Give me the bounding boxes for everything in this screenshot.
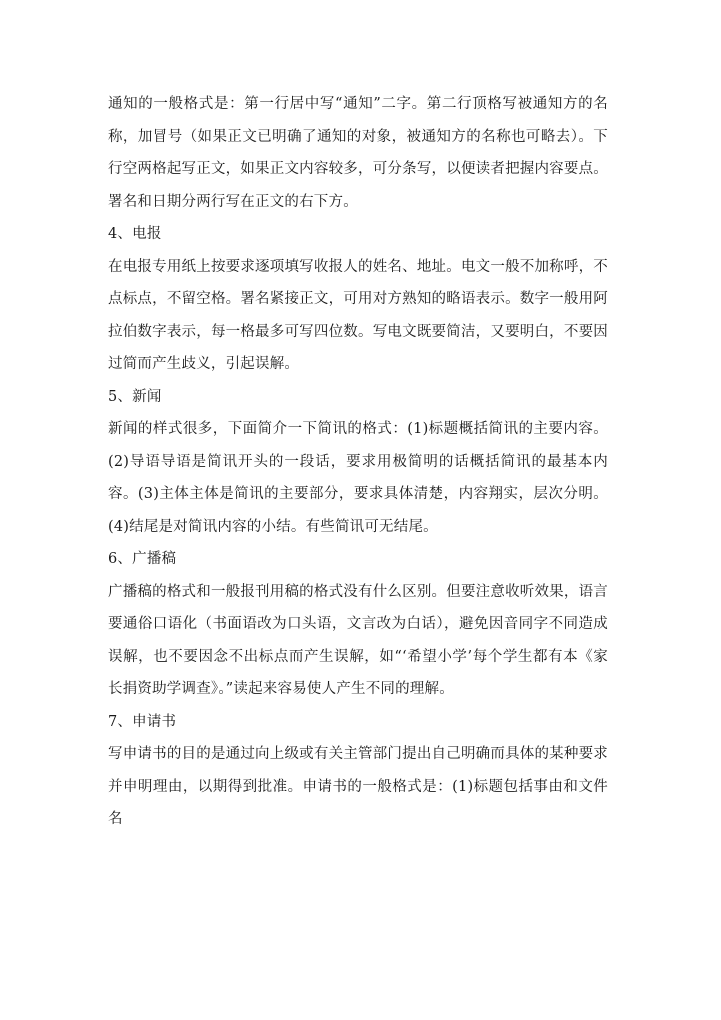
broadcast-paragraph: 广播稿的格式和一般报刊用稿的格式没有什么区别。但要注意收听效果，语言要通俗口语化（书面语改为口头语，文言改为白话），避免因音同字不同造成误解，也不要因念不出标点而产生误解，如“‘希望小学’每个学生都有本《家长捐资助学调查》。”读起来容易使人产生不同的理解。 [108, 583, 608, 697]
section-heading-broadcast: 6、广播稿 [108, 551, 177, 567]
application-paragraph: 写申请书的目的是通过向上级或有关主管部门提出自己明确而具体的某种要求并申明理由，以期得到批准。申请书的一般格式是：(1)标题包括事由和文件名 [108, 746, 608, 827]
document-page [108, 88, 608, 836]
telegram-paragraph: 在电报专用纸上按要求逐项填写收报人的姓名、地址。电文一般不加称呼，不点标点，不留空格。署名紧接正文，可用对方熟知的略语表示。数字一般用阿拉伯数字表示，每一格最多可写四位数。写电文既要简洁，又要明白，不要因过简而产生歧义，引起误解。 [108, 258, 608, 372]
news-paragraph: 新闻的样式很多，下面简介一下简讯的格式：(1)标题概括简讯的主要内容。(2)导语导语是简讯开头的一段话，要求用极简明的话概括简讯的最基本内容。(3)主体主体是简讯的主要部分，要求具体清楚，内容翔实，层次分明。(4)结尾是对简讯内容的小结。有些简讯可无结尾。 [108, 421, 608, 535]
section-heading-news: 5、新闻 [108, 388, 162, 405]
section-heading-application: 7、申请书 [108, 713, 177, 730]
section-heading-telegram: 4、电报 [108, 226, 162, 242]
notice-format-paragraph: 通知的一般格式是：第一行居中写“通知”二字。第二行顶格写被通知方的名称，加冒号（如果正文已明确了通知的对象，被通知方的名称也可略去）。下行空两格起写正文，如果正文内容较多，可分条写，以便读者把握内容要点。署名和日期分两行写在正文的右下方。 [108, 96, 608, 210]
